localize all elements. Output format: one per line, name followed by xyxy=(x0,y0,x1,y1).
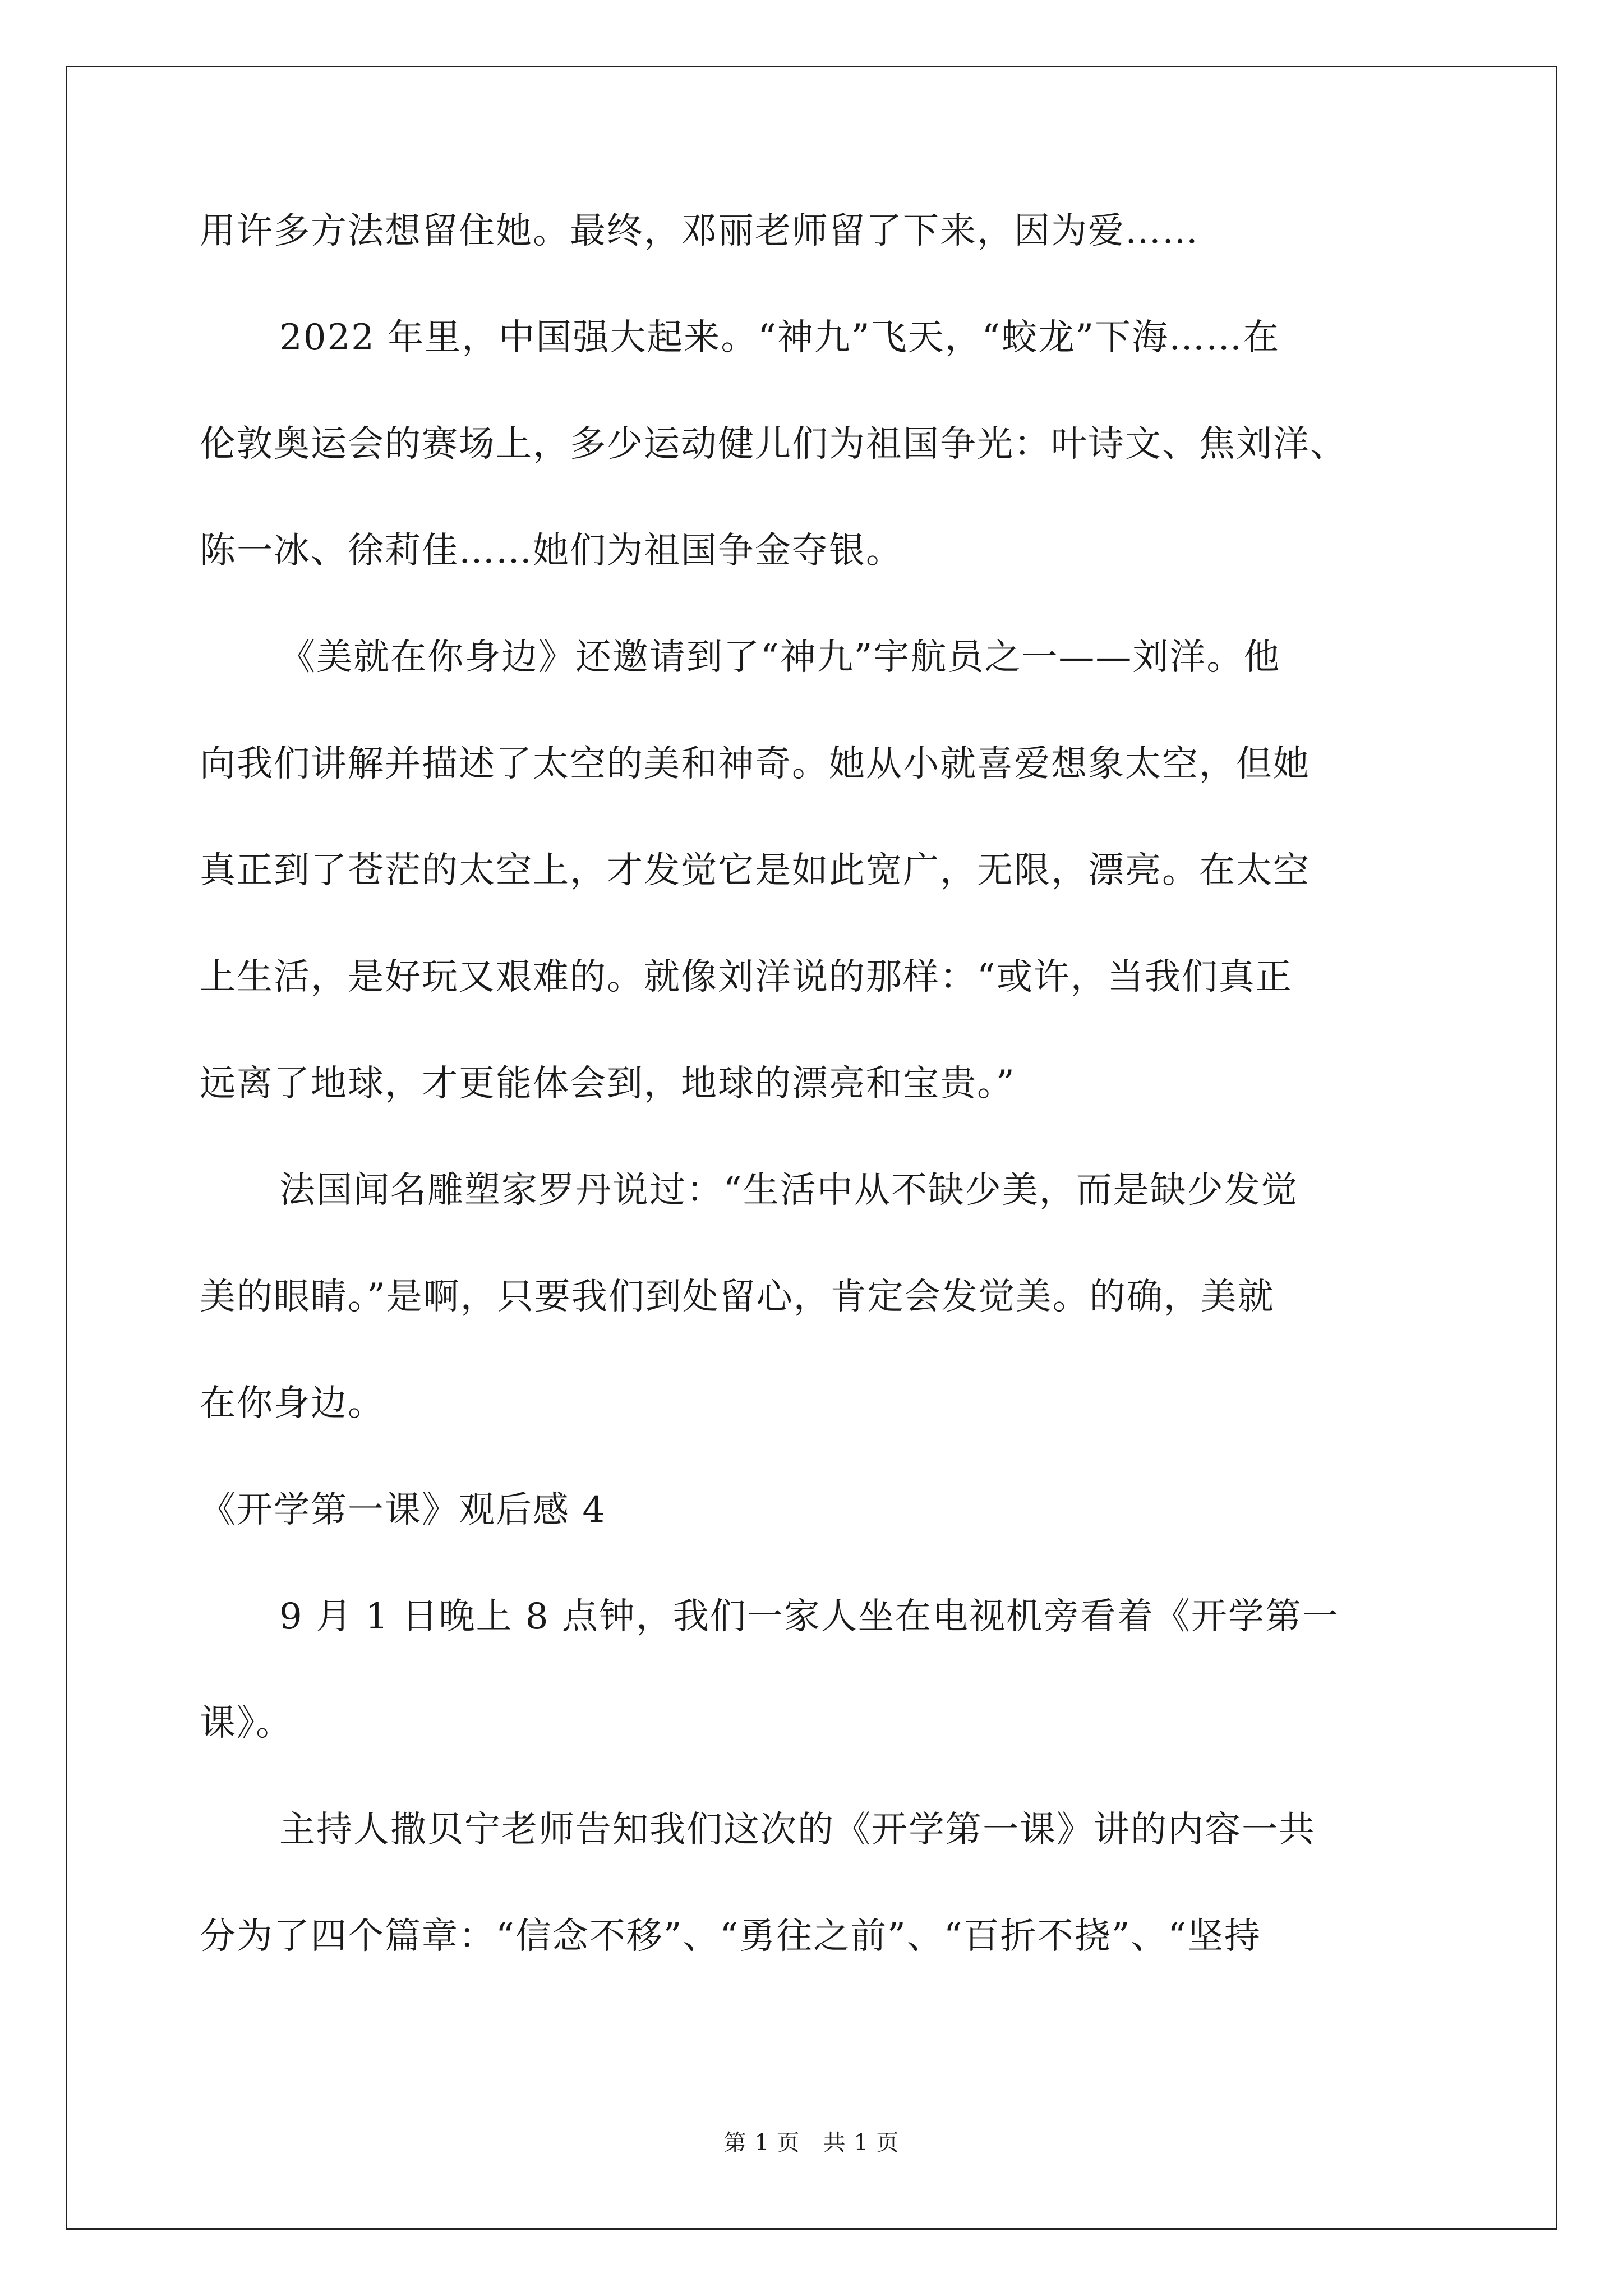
section-heading: 《开学第一课》观后感 4 xyxy=(200,1489,607,1531)
text-line: 陈一冰、徐莉佳……她们为祖国争金夺银。 xyxy=(200,530,903,572)
page-number: 第 1 页 共 1 页 xyxy=(723,2130,900,2156)
text-line: 用许多方法想留住她。最终，邓丽老师留了下来，因为爱…… xyxy=(200,210,1199,252)
text-line: 分为了四个篇章：“信念不移”、“勇往之前”、“百折不挠”、“坚持 xyxy=(200,1916,1262,1957)
text-line: 伦敦奥运会的赛场上，多少运动健儿们为祖国争光：叶诗文、焦刘洋、 xyxy=(200,424,1347,465)
text-line: 美的眼睛。”是啊，只要我们到处留心，肯定会发觉美。的确，美就 xyxy=(200,1276,1275,1318)
text-line: 向我们讲解并描述了太空的美和神奇。她从小就喜爱想象太空，但她 xyxy=(200,743,1310,785)
text-line: 上生活，是好玩又艰难的。就像刘洋说的那样：“或许，当我们真正 xyxy=(200,956,1293,998)
paragraph-first-line: 《美就在你身边》还邀请到了“神九”宇航员之一——刘洋。他 xyxy=(279,637,1281,678)
paragraph-first-line: 9 月 1 日晚上 8 点钟，我们一家人坐在电视机旁看着《开学第一 xyxy=(279,1596,1339,1637)
text-line: 在你身边。 xyxy=(200,1383,385,1424)
paragraph-first-line: 2022 年里，中国强大起来。“神九”飞天，“蛟龙”下海……在 xyxy=(279,317,1280,358)
text-line: 课》。 xyxy=(200,1703,293,1744)
text-line: 真正到了苍茫的太空上，才发觉它是如此宽广，无限，漂亮。在太空 xyxy=(200,850,1310,891)
paragraph-first-line: 法国闻名雕塑家罗丹说过：“生活中从不缺少美，而是缺少发觉 xyxy=(279,1170,1298,1211)
text-line: 远离了地球，才更能体会到，地球的漂亮和宝贵。” xyxy=(200,1063,1016,1105)
paragraph-first-line: 主持人撒贝宁老师告知我们这次的《开学第一课》讲的内容一共 xyxy=(279,1809,1316,1851)
page-border xyxy=(66,66,1557,2230)
